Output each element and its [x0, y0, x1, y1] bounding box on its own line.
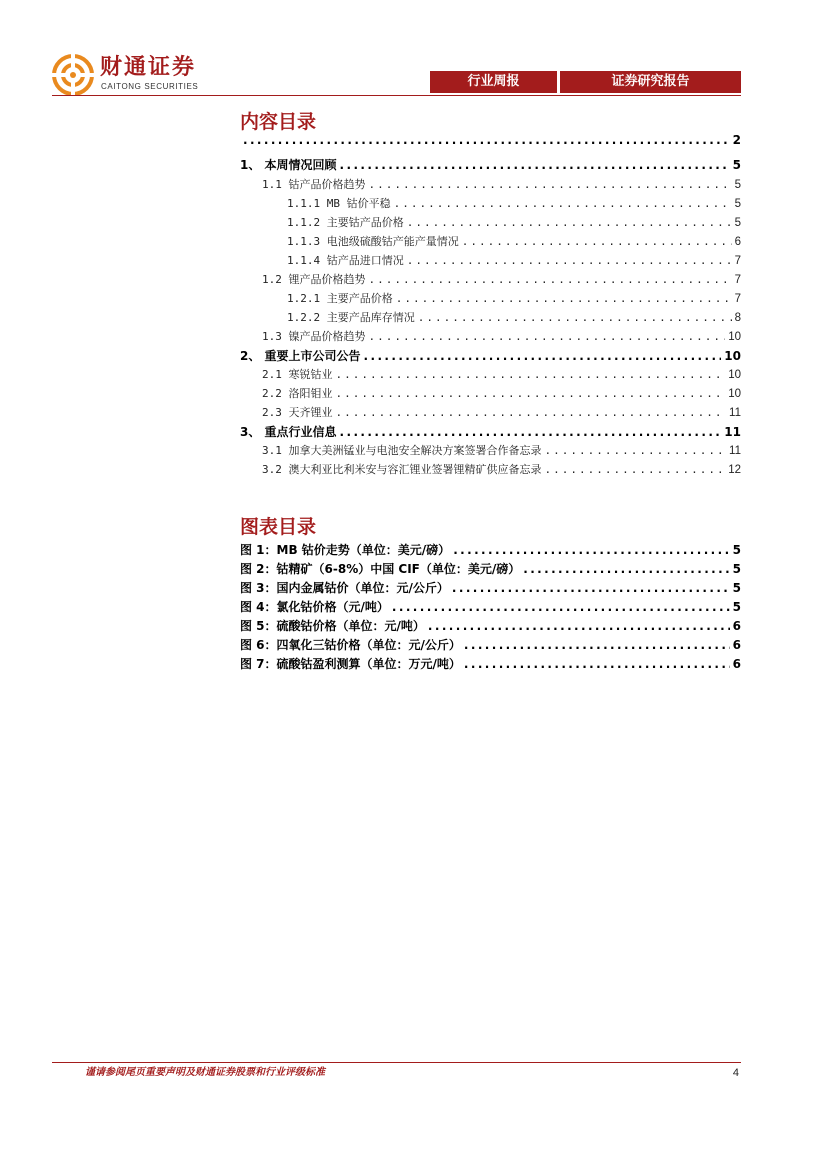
toc-entry-label: 1.1.1 MB 钴价平稳 — [287, 197, 391, 210]
toc-entry-label: 1、 本周情况回顾 — [240, 158, 337, 172]
leader-dots — [392, 598, 730, 616]
toc-entry-page: 5 — [734, 217, 741, 229]
toc-entry-label: 1.1.4 钴产品进口情况 — [287, 254, 404, 267]
toc-entry[interactable] — [240, 131, 741, 149]
figure-entry-page: 5 — [732, 562, 741, 576]
figure-entry[interactable] — [240, 541, 741, 559]
figure-entry[interactable] — [240, 560, 741, 578]
header-divider — [52, 95, 741, 96]
toc-entry[interactable] — [287, 290, 741, 308]
figure-entry[interactable] — [240, 598, 741, 616]
figure-entry-label: 图 7：硫酸钴盈利测算（单位：万元/吨） — [240, 657, 461, 671]
toc-entry-page: 8 — [734, 312, 741, 324]
leader-dots — [407, 252, 732, 270]
toc-entry[interactable] — [287, 233, 741, 251]
toc-entry-label: 2、 重要上市公司公告 — [240, 349, 361, 363]
footer-divider — [52, 1062, 741, 1063]
figures-title: 图表目录 — [240, 516, 317, 538]
toc-entry-page: 7 — [734, 293, 741, 305]
toc-entry-page: 6 — [734, 236, 741, 248]
leader-dots — [336, 404, 727, 422]
leader-dots — [407, 214, 732, 232]
leader-dots — [369, 271, 732, 289]
report-category-tag: 证券研究报告 — [560, 71, 741, 93]
figure-entry-label: 图 1：MB 钴价走势（单位：美元/磅） — [240, 543, 451, 557]
toc-entry[interactable] — [240, 156, 741, 174]
leader-dots — [453, 541, 729, 559]
figure-entry[interactable] — [240, 655, 741, 673]
leader-dots — [462, 233, 732, 251]
figure-entry[interactable] — [240, 579, 741, 597]
leader-dots — [364, 347, 722, 365]
figure-entry-page: 6 — [732, 619, 741, 633]
brand-name-cn: 财通证券 — [100, 55, 197, 80]
footer-disclaimer: 谨请参阅尾页重要声明及财通证券股票和行业评级标准 — [85, 1067, 325, 1078]
toc-entry-label: 1.3 镍产品价格趋势 — [262, 330, 366, 343]
leader-dots — [340, 156, 730, 174]
toc-entry-label: 1.2.2 主要产品库存情况 — [287, 311, 415, 324]
toc-entry-label: 3.1 加拿大美洲锰业与电池安全解决方案签署合作备忘录 — [262, 444, 542, 457]
leader-dots — [545, 442, 727, 460]
toc-title: 内容目录 — [240, 111, 317, 133]
leader-dots — [523, 560, 729, 578]
toc-entry[interactable] — [262, 461, 741, 479]
toc-entry[interactable] — [262, 404, 741, 422]
toc-entry[interactable] — [262, 328, 741, 346]
toc-entry-label: 2.2 洛阳钼业 — [262, 387, 333, 400]
figure-entry-label: 图 3：国内金属钴价（单位：元/公斤） — [240, 581, 449, 595]
figure-entry[interactable] — [240, 636, 741, 654]
toc-entry-page: 11 — [729, 407, 741, 419]
toc-entry-label: 3、 重点行业信息 — [240, 425, 337, 439]
toc-entry-page: 11 — [729, 445, 741, 457]
leader-dots — [340, 423, 722, 441]
caitong-logo-icon — [52, 54, 94, 96]
report-type-tag: 行业周报 — [430, 71, 557, 93]
toc-entry[interactable] — [262, 271, 741, 289]
toc-entry-page: 5 — [734, 179, 741, 191]
figure-entry-page: 5 — [732, 600, 741, 614]
toc-entry[interactable] — [287, 309, 741, 327]
toc-entry[interactable] — [240, 347, 741, 365]
brand-name-en: CAITONG SECURITIES — [101, 82, 199, 91]
leader-dots — [396, 290, 732, 308]
figure-entry-label: 图 5：硫酸钴价格（单位：元/吨） — [240, 619, 425, 633]
toc-entry-page: 12 — [728, 464, 741, 476]
figure-entry-label: 图 2：钴精矿（6-8%）中国 CIF（单位：美元/磅） — [240, 562, 521, 576]
leader-dots — [418, 309, 732, 327]
leader-dots — [452, 579, 730, 597]
toc-entry[interactable] — [262, 442, 741, 460]
page-number: 4 — [732, 1067, 739, 1079]
leader-dots — [394, 195, 732, 213]
leader-dots — [336, 366, 726, 384]
toc-entry[interactable] — [287, 214, 741, 232]
toc-entry-page: 5 — [734, 198, 741, 210]
toc-entry-label: 1.1.2 主要钴产品价格 — [287, 216, 404, 229]
toc-entry[interactable] — [287, 252, 741, 270]
leader-dots — [243, 131, 730, 149]
toc-entry[interactable] — [240, 423, 741, 441]
leader-dots — [369, 328, 726, 346]
toc-entry-label: 1.1 钴产品价格趋势 — [262, 178, 366, 191]
figure-entry-page: 6 — [732, 638, 741, 652]
leader-dots — [369, 176, 732, 194]
leader-dots — [464, 655, 730, 673]
toc-entry-page: 2 — [732, 133, 741, 147]
leader-dots — [545, 461, 726, 479]
toc-entry-page: 10 — [724, 349, 741, 363]
toc-entry-label: 2.3 天齐锂业 — [262, 406, 333, 419]
figure-entry-label: 图 6：四氧化三钴价格（单位：元/公斤） — [240, 638, 461, 652]
toc-entry-page: 11 — [724, 425, 741, 439]
toc-entry-page: 7 — [734, 255, 741, 267]
leader-dots — [464, 636, 730, 654]
toc-entry[interactable] — [262, 176, 741, 194]
toc-entry[interactable] — [262, 385, 741, 403]
figure-entry-page: 5 — [732, 581, 741, 595]
toc-entry-page: 10 — [728, 388, 741, 400]
toc-entry[interactable] — [262, 366, 741, 384]
toc-entry-page: 10 — [728, 369, 741, 381]
toc-entry-label: 3.2 澳大利亚比利米安与容汇锂业签署锂精矿供应备忘录 — [262, 463, 542, 476]
figure-entry[interactable] — [240, 617, 741, 635]
toc-entry[interactable] — [287, 195, 741, 213]
figure-entry-page: 5 — [732, 543, 741, 557]
toc-entry-label: 1.2.1 主要产品价格 — [287, 292, 393, 305]
leader-dots — [428, 617, 730, 635]
toc-entry-page: 5 — [732, 158, 741, 172]
toc-entry-label: 1.2 锂产品价格趋势 — [262, 273, 366, 286]
toc-entry-label: 1.1.3 电池级硫酸钴产能产量情况 — [287, 235, 459, 248]
toc-entry-page: 7 — [734, 274, 741, 286]
figure-entry-page: 6 — [732, 657, 741, 671]
toc-entry-label: 2.1 寒锐钴业 — [262, 368, 333, 381]
figure-entry-label: 图 4：氯化钴价格（元/吨） — [240, 600, 389, 614]
leader-dots — [336, 385, 726, 403]
toc-entry-page: 10 — [728, 331, 741, 343]
